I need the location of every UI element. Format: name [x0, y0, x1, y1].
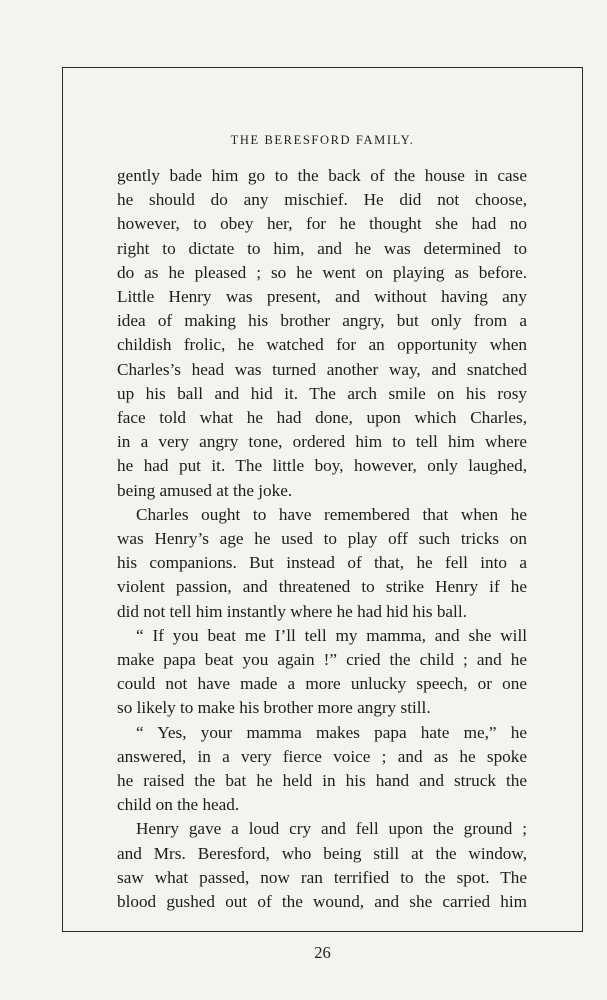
text-line: Charles’s head was turned another way, and snatched	[117, 359, 527, 379]
text-line: childish frolic, he watched for an opportunity when	[117, 335, 527, 355]
text-line: blood gushed out of the wound, and she carried him	[117, 892, 527, 912]
paragraph-end-line: being amused at the joke.	[117, 480, 293, 500]
text-line: his companions. But instead of that, he fell into a	[117, 553, 527, 573]
running-header: THE BERESFORD FAMILY.	[230, 133, 415, 147]
text-line: Little Henry was present, and without having any	[117, 287, 527, 307]
paragraph-start-line: “ Yes, your mamma makes papa hate me,” he	[136, 722, 527, 742]
text-line: he had put it. The little boy, however, only laughed,	[117, 456, 527, 476]
text-line: however, to obey her, for he thought she had no	[117, 214, 527, 234]
paragraph-start-line: “ If you beat me I’ll tell my mamma, and she will	[136, 625, 527, 645]
page-number: 26	[314, 943, 331, 962]
text-line: in a very angry tone, ordered him to tell him where	[117, 432, 527, 452]
text-line: do as he pleased ; so he went on playing as before.	[117, 262, 527, 282]
text-line: violent passion, and threatened to strike Henry if he	[117, 577, 527, 597]
paragraph-end-line: did not tell him instantly where he had hid his ball.	[117, 601, 467, 621]
paragraph-end-line: so likely to make his brother more angry still.	[117, 698, 431, 718]
body-text	[117, 164, 527, 914]
text-line: up his ball and hid it. The arch smile on his rosy	[117, 383, 527, 403]
paragraph-start-line: Charles ought to have remembered that when he	[136, 504, 527, 524]
text-line: face told what he had done, upon which Charles,	[117, 408, 527, 428]
text-line: and Mrs. Beresford, who being still at the window,	[117, 843, 527, 863]
text-line: right to dictate to him, and he was determined to	[117, 238, 527, 258]
text-line: make papa beat you again !” cried the child ; and he	[117, 650, 527, 670]
text-line: was Henry’s age he used to play off such tricks on	[117, 529, 527, 549]
text-line: idea of making his brother angry, but only from a	[117, 311, 527, 331]
text-line: answered, in a very fierce voice ; and as he spoke	[117, 746, 527, 766]
text-line: he should do any mischief. He did not choose,	[117, 190, 527, 210]
paragraph-start-line: Henry gave a loud cry and fell upon the ground ;	[136, 819, 527, 839]
text-line: could not have made a more unlucky speech, or one	[117, 674, 527, 694]
text-line: gently bade him go to the back of the house in case	[117, 166, 527, 185]
paragraph-end-line: child on the head.	[117, 795, 240, 815]
text-line: saw what passed, now ran terrified to the spot. The	[117, 867, 527, 887]
text-line: he raised the bat he held in his hand and struck the	[117, 771, 527, 791]
